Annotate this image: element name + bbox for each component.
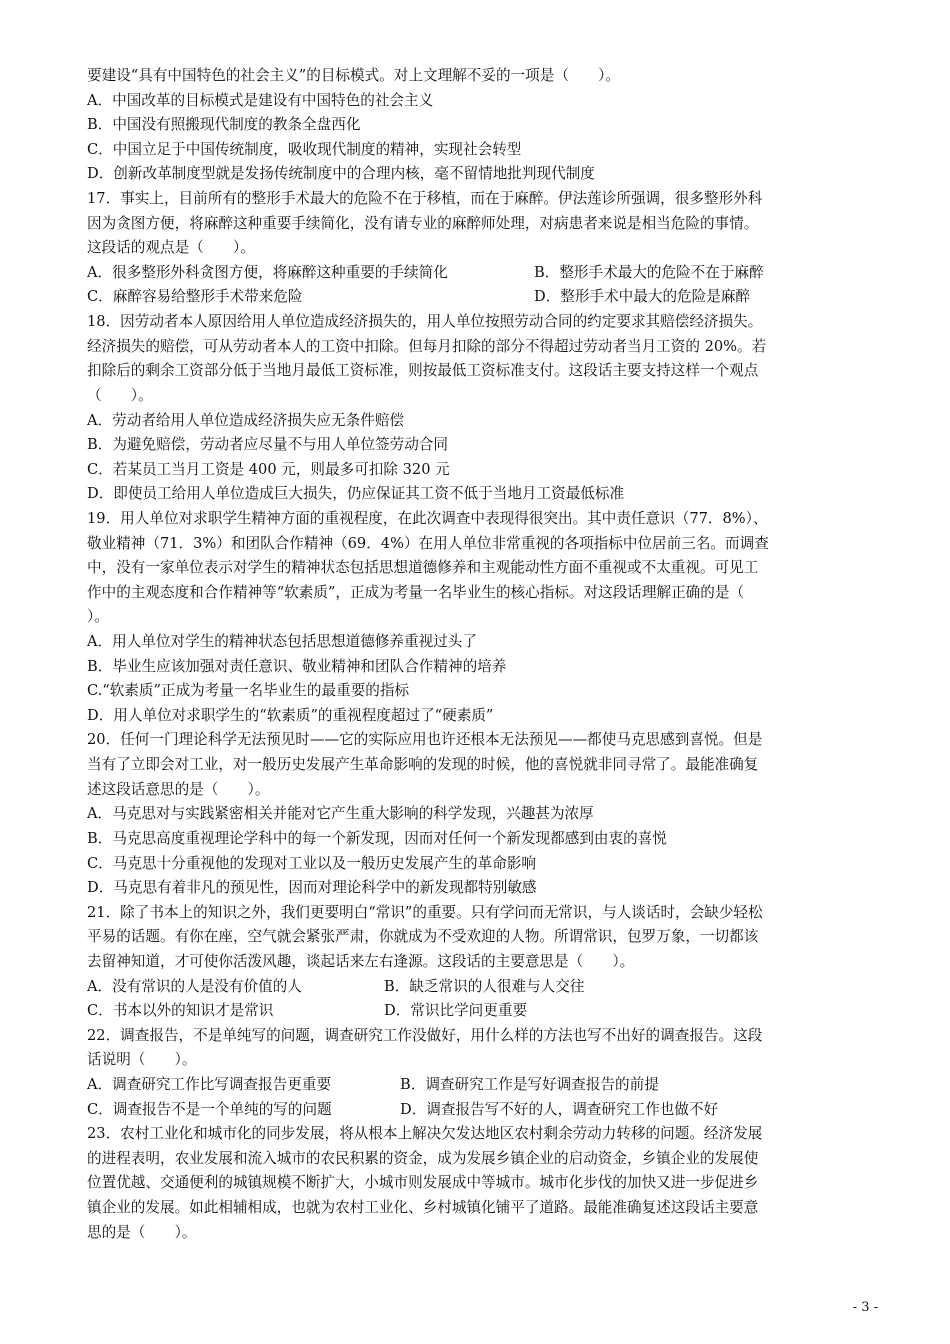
q20-stem-line: 述这段话意思的是（ ）。 [87,780,270,798]
q22-options-row-2 [87,1098,867,1123]
q17-option-a: A．很多整形外科贪图方便，将麻醉这种重要的手续简化 [87,263,448,281]
q23-stem-line: 镇企业的发展。如此相辅相成，也就为农村工业化、乡村城镇化铺平了道路。最能准确复述这段话主要意 [87,1199,759,1217]
q20-option-d: D．马克思有着非凡的预见性，因而对理论科学中的新发现都特别敏感 [87,879,537,897]
q21-option-a: A．没有常识的人是没有价值的人 [87,977,302,995]
q19-stem-line: 作中的主观态度和合作精神等“软素质”，正成为考量一名毕业生的核心指标。对这段话理解正确的是（ [87,583,745,601]
q16-option-a: A．中国改革的目标模式是建设有中国特色的社会主义 [87,91,434,109]
q17-option-d: D．整形手术中最大的危险是麻醉 [534,288,751,306]
q19-stem-line: 19．用人单位对求职学生精神方面的重视程度，在此次调查中表现得很突出。其中责任意识（77．8%）、 [87,509,768,527]
q18-stem-line: 扣除后的剩余工资部分低于当地月最低工资标准，则按最低工资标准支付。这段话主要支持这样一个观点 [87,362,759,380]
q19-stem-line: 敬业精神（71．3%）和团队合作精神（69．4%）在用人单位非常重视的各项指标中位居前三名。而调查 [87,534,769,552]
q20-option-a: A．马克思对与实践紧密相关并能对它产生重大影响的科学发现，兴趣甚为浓厚 [87,805,594,823]
q18-stem-line: 18．因劳动者本人原因给用人单位造成经济损失的，用人单位按照劳动合同的约定要求其赔偿经济损失。 [87,313,763,331]
q22-option-c: C．调查报告不是一个单纯的写的问题 [87,1100,332,1118]
q17-options-row-1 [87,261,867,286]
q19-option-a: A．用人单位对学生的精神状态包括思想道德修养重视过头了 [87,633,477,651]
q18-option-c: C．若某员工当月工资是 400 元，则最多可扣除 320 元 [87,460,450,478]
q21-option-d: D．常识比学问更重要 [384,1002,528,1020]
q18-option-d: D．即使员工给用人单位造成巨大损失，仍应保证其工资不低于当地月工资最低标准 [87,485,625,503]
q21-stem-line: 去留神知道，才可使你活泼风趣，谈起话来左右逢源。这段话的主要意思是（ ）。 [87,952,635,970]
q18-option-b: B．为避免赔偿，劳动者应尽量不与用人单位签劳动合同 [87,436,448,454]
q18-stem-line: （ ）。 [87,386,153,404]
q22-option-d: D．调查报告写不好的人，调查研究工作也做不好 [400,1100,719,1118]
q16-option-b: B．中国没有照搬现代制度的教条全盘西化 [87,116,361,134]
q19-stem-line: 中，没有一家单位表示对学生的精神状态包括思想道德修养和主观能动性方面不重视或不太重视。可见工 [87,559,759,577]
q19-option-c: C.“软素质”正成为考量一名毕业生的最重要的指标 [87,682,410,700]
q21-options-row-2 [87,999,867,1024]
q19-stem-line: ）。 [87,608,109,626]
q23-stem-line: 的进程表明，农业发展和流入城市的农民积累的资金，成为发展乡镇企业的启动资金，乡镇企业的发展使 [87,1149,759,1167]
q23-stem-line: 位置优越、交通便利的城镇规模不断扩大，小城市则发展成中等城市。城市化步伐的加快又进一步促进乡 [87,1174,759,1192]
q20-option-b: B．马克思高度重视理论学科中的每一个新发现，因而对任何一个新发现都感到由衷的喜悦 [87,829,667,847]
q19-option-d: D．用人单位对求职学生的“软素质”的重视程度超过了“硬素质” [87,706,494,724]
q20-stem-line: 20．任何一门理论科学无法预见时——它的实际应用也许还根本无法预见——都使马克思感到喜悦。但是 [87,731,763,749]
q17-stem-line: 因为贪图方便，将麻醉这种重要手续简化，没有请专业的麻醉师处理，对病患者来说是相当危险的事情。 [87,214,759,232]
q22-stem-line: 22．调查报告，不是单纯写的问题，调查研究工作没做好，用什么样的方法也写不出好的调查报告。这段 [87,1026,763,1044]
q23-stem-line: 思的是（ ）。 [87,1223,197,1241]
q17-stem-line: 17．事实上，目前所有的整形手术最大的危险不在于移植，而在于麻醉。伊法莲诊所强调，很多整形外科 [87,190,763,208]
document-page [87,64,867,1245]
q18-option-a: A．劳动者给用人单位造成经济损失应无条件赔偿 [87,411,405,429]
q20-option-c: C．马克思十分重视他的发现对工业以及一般历史发展产生的革命影响 [87,854,536,872]
q21-stem-line: 平易的话题。有你在座，空气就会紧张严肃，你就成为不受欢迎的人物。所谓常识，包罗万象，一切都该 [87,928,759,946]
q19-option-b: B．毕业生应该加强对责任意识、敬业精神和团队合作精神的培养 [87,657,507,675]
q22-stem-line: 话说明（ ）。 [87,1051,197,1069]
q16-option-c: C．中国立足于中国传统制度，吸收现代制度的精神，实现社会转型 [87,140,522,158]
q21-options-row-1 [87,975,867,1000]
q23-stem-line: 23．农村工业化和城市化的同步发展，将从根本上解决欠发达地区农村剩余劳动力转移的问题。经济发展 [87,1125,763,1143]
q16-stem: 要建设“具有中国特色的社会主义”的目标模式。对上文理解不妥的一项是（ ）。 [87,67,620,84]
q16-option-d: D．创新改革制度型就是发扬传统制度中的合理内核，毫不留情地批判现代制度 [87,165,595,183]
q17-option-b: B．整形手术最大的危险不在于麻醉 [534,263,764,281]
q17-stem-line: 这段话的观点是（ ）。 [87,239,255,257]
q21-option-b: B．缺乏常识的人很难与人交往 [384,977,585,995]
q17-options-row-2 [87,285,867,310]
q17-option-c: C．麻醉容易给整形手术带来危险 [87,288,303,306]
q22-option-b: B．调查研究工作是写好调查报告的前提 [400,1075,659,1093]
page-number: - 3 - [852,1300,878,1315]
q21-option-c: C．书本以外的知识才是常识 [87,1002,274,1020]
q21-stem-line: 21．除了书本上的知识之外，我们更要明白“常识”的重要。只有学问而无常识，与人谈话时，会缺少轻松 [87,903,763,921]
q18-stem-line: 经济损失的赔偿，可从劳动者本人的工资中扣除。但每月扣除的部分不得超过劳动者当月工资的 20%。若 [87,337,767,355]
q22-options-row-1 [87,1073,867,1098]
q20-stem-line: 当有了立即会对工业，对一般历史发展产生革命影响的发现的时候，他的喜悦就非同寻常了。最能准确复 [87,756,759,774]
q22-option-a: A．调查研究工作比写调查报告更重要 [87,1075,332,1093]
